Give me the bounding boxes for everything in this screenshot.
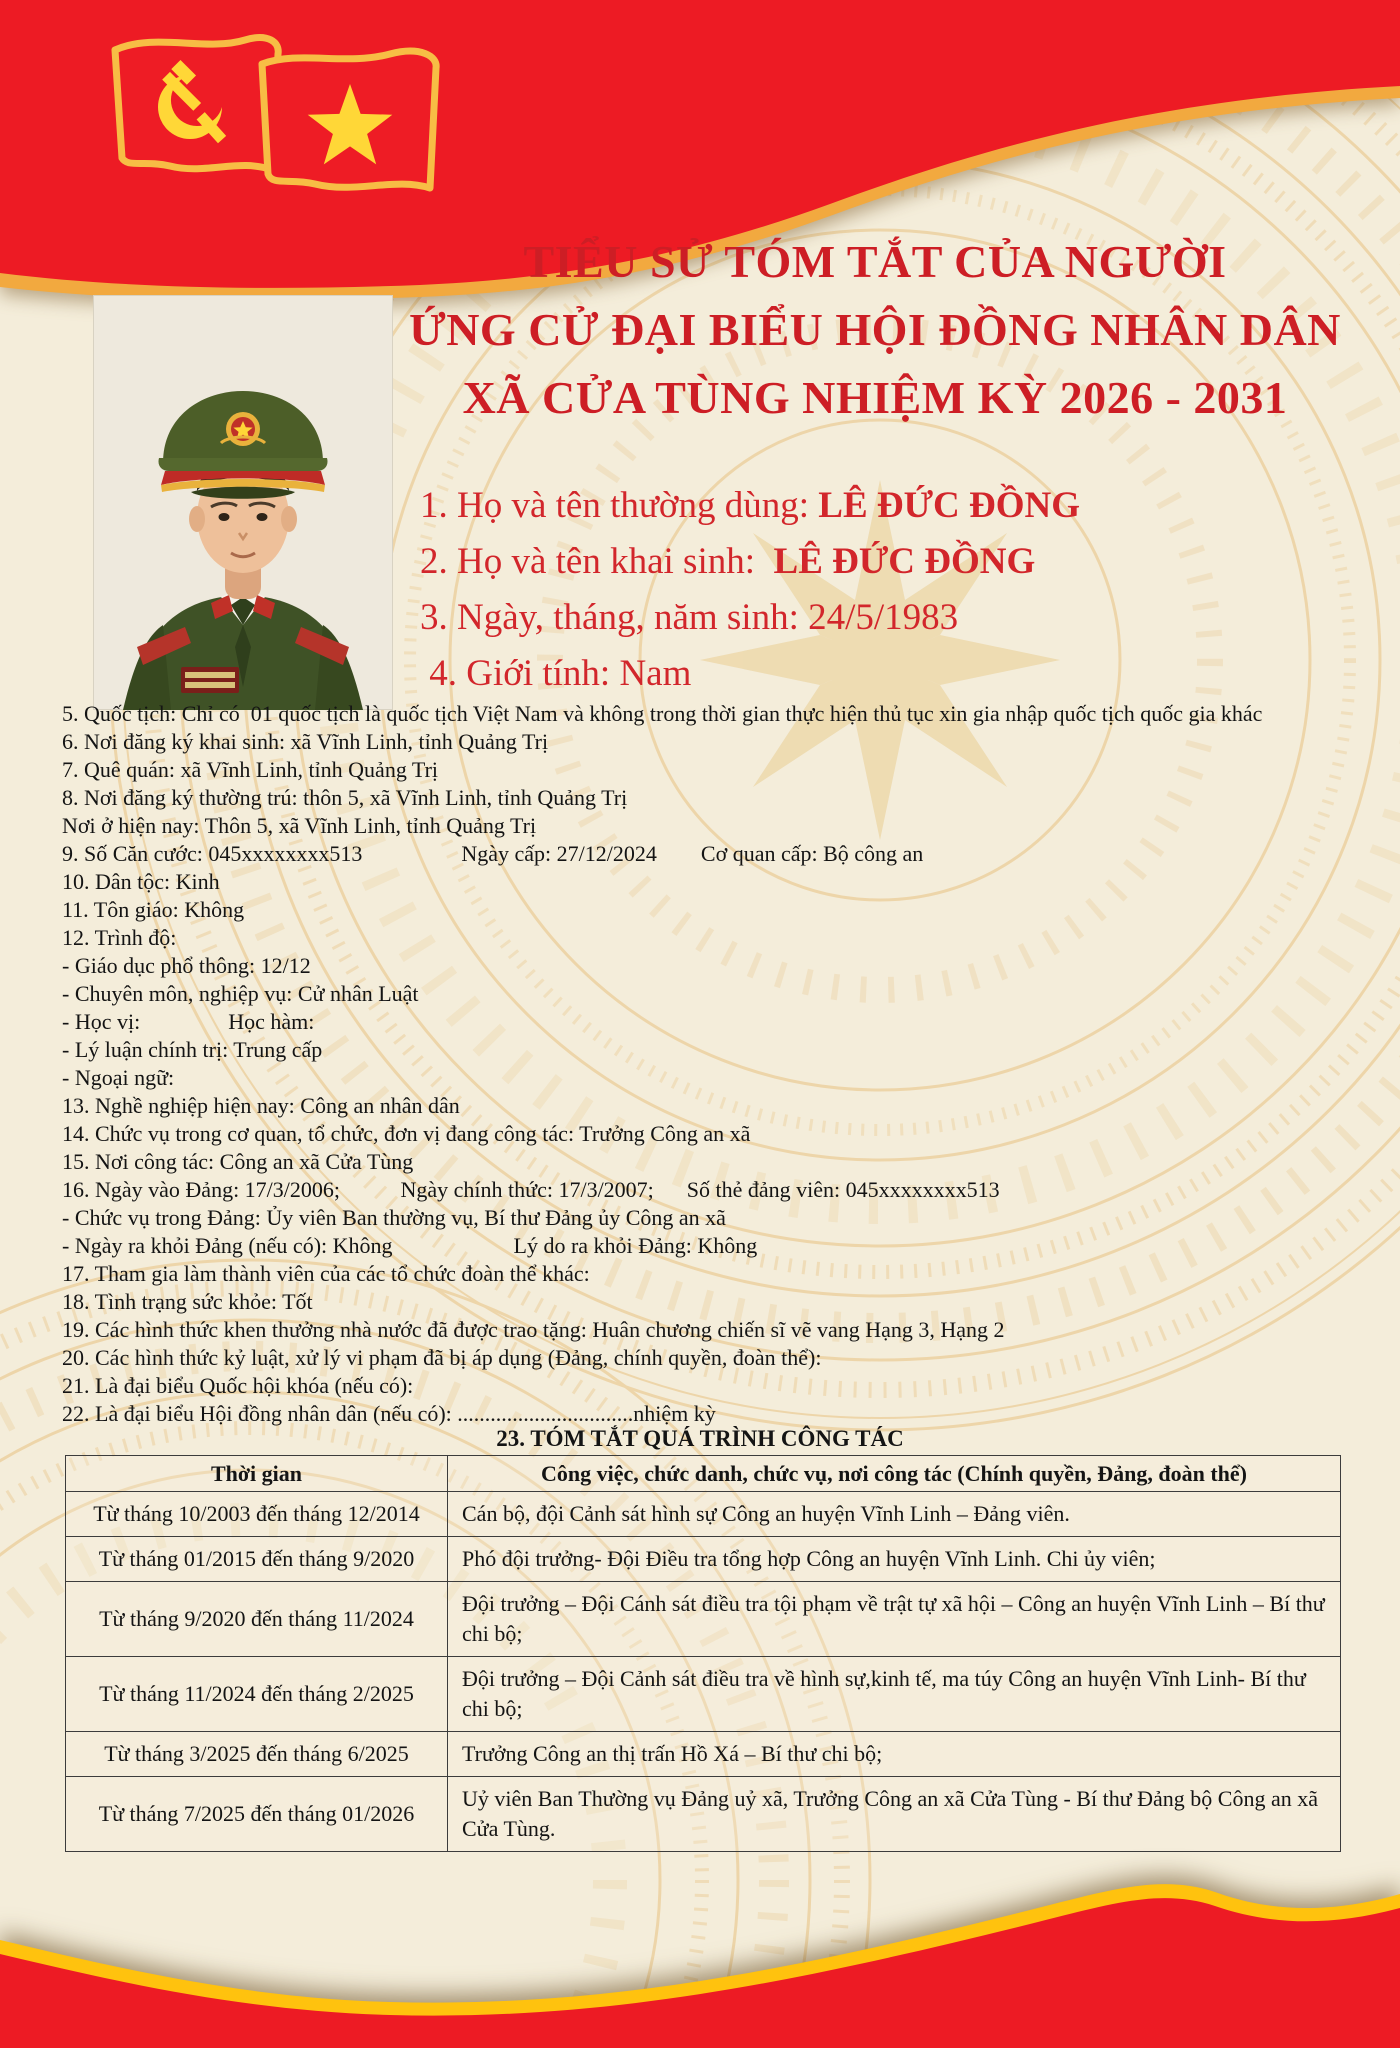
detail-line: 7. Quê quán: xã Vĩnh Linh, tỉnh Quảng Trị xyxy=(62,757,439,782)
detail-line: 5. Quốc tịch: Chỉ có 01 quốc tịch là quốc tịch Việt Nam và không trong thời gian thực hiện thủ tục xin gia nhập quốc tịch quốc gia khác xyxy=(62,701,1263,726)
career-row-work: Phó đội trưởng- Đội Điều tra tổng hợp Công an huyện Vĩnh Linh. Chi ủy viên; xyxy=(448,1537,1341,1582)
vietnam-flag-icon xyxy=(262,51,436,188)
detail-line: 9. Số Căn cước: 045xxxxxxxx513 Ngày cấp: 27/12/2024 Cơ quan cấp: Bộ công an xyxy=(62,841,924,866)
detail-line: - Ngoại ngữ: xyxy=(62,1065,175,1090)
detail-line: 15. Nơi công tác: Công an xã Cửa Tùng xyxy=(62,1149,414,1174)
detail-line: 6. Nơi đăng ký khai sinh: xã Vĩnh Linh, tỉnh Quảng Trị xyxy=(62,729,549,754)
detail-line: 17. Tham gia làm thành viên của các tổ chức đoàn thể khác: xyxy=(62,1261,590,1286)
party-flag-icon xyxy=(115,38,278,170)
career-table-body xyxy=(66,1492,1341,1852)
basic-info-line xyxy=(420,646,1080,702)
career-row-time: Từ tháng 10/2003 đến tháng 12/2014 xyxy=(66,1492,448,1537)
career-summary-heading: 23. TÓM TẮT QUÁ TRÌNH CÔNG TÁC xyxy=(496,1426,904,1451)
career-table-row xyxy=(66,1492,1341,1537)
detail-line: 14. Chức vụ trong cơ quan, tổ chức, đơn vị đang công tác: Trưởng Công an xã xyxy=(62,1121,751,1146)
career-row-work: Đội trưởng – Đội Cảnh sát điều tra về hình sự,kinh tế, ma túy Công an huyện Vĩnh Linh- Bí thư chi bộ; xyxy=(448,1657,1341,1732)
career-row-time: Từ tháng 7/2025 đến tháng 01/2026 xyxy=(66,1777,448,1852)
basic-info-label: 1. Họ và tên thường dùng: xyxy=(420,485,819,526)
basic-info-list xyxy=(420,478,1080,702)
career-row-time: Từ tháng 01/2015 đến tháng 9/2020 xyxy=(66,1537,448,1582)
detail-line: 21. Là đại biểu Quốc hội khóa (nếu có): xyxy=(62,1373,414,1398)
detail-line: - Chức vụ trong Đảng: Ủy viên Ban thường vụ, Bí thư Đảng ủy Công an xã xyxy=(62,1205,726,1230)
detail-line: 8. Nơi đăng ký thường trú: thôn 5, xã Vĩnh Linh, tỉnh Quảng Trị xyxy=(62,785,628,810)
career-row-work: Cán bộ, đội Cảnh sát hình sự Công an huyện Vĩnh Linh – Đảng viên. xyxy=(448,1492,1341,1537)
career-table-row xyxy=(66,1732,1341,1777)
basic-info-line xyxy=(420,478,1080,534)
career-table xyxy=(65,1455,1341,1852)
page-title xyxy=(400,228,1350,432)
career-table-header-work: Công việc, chức danh, chức vụ, nơi công tác (Chính quyền, Đảng, đoàn thể) xyxy=(448,1456,1341,1492)
wave-red-shape xyxy=(0,1898,1400,2048)
basic-info-value: Nam xyxy=(619,653,692,694)
basic-info-value: LÊ ĐỨC ĐỒNG xyxy=(818,485,1081,526)
career-row-time: Từ tháng 9/2020 đến tháng 11/2024 xyxy=(66,1582,448,1657)
basic-info-label: 4. Giới tính: xyxy=(420,653,620,694)
career-row-time: Từ tháng 3/2025 đến tháng 6/2025 xyxy=(66,1732,448,1777)
candidate-portrait-photo xyxy=(93,295,393,710)
detail-line: 13. Nghề nghiệp hiện nay: Công an nhân dân xyxy=(62,1093,460,1118)
bottom-red-wave xyxy=(0,1828,1400,2048)
career-table-row xyxy=(66,1657,1341,1732)
basic-info-value: 24/5/1983 xyxy=(808,597,959,638)
detail-line: 20. Các hình thức kỷ luật, xử lý vi phạm đã bị áp dụng (Đảng, chính quyền, đoàn thể): xyxy=(62,1345,822,1370)
detail-line: - Lý luận chính trị: Trung cấp xyxy=(62,1037,323,1062)
detail-line: - Học vị: Học hàm: xyxy=(62,1009,315,1034)
career-table-row xyxy=(66,1537,1341,1582)
detail-line: 12. Trình độ: xyxy=(62,925,177,950)
detail-line: 10. Dân tộc: Kinh xyxy=(62,869,220,894)
basic-info-label: 3. Ngày, tháng, năm sinh: xyxy=(420,597,809,638)
basic-info-value: LÊ ĐỨC ĐỒNG xyxy=(773,541,1036,582)
career-row-time: Từ tháng 11/2024 đến tháng 2/2025 xyxy=(66,1657,448,1732)
career-row-work: Trưởng Công an thị trấn Hồ Xá – Bí thư chi bộ; xyxy=(448,1732,1341,1777)
title-line-3: XÃ CỬA TÙNG NHIỆM KỲ 2026 - 2031 xyxy=(462,372,1288,423)
detail-line: 11. Tôn giáo: Không xyxy=(62,897,245,922)
title-line-1: TIỂU SỬ TÓM TẮT CỦA NGƯỜI xyxy=(523,236,1227,287)
detail-line: - Ngày ra khỏi Đảng (nếu có): Không Lý do ra khỏi Đảng: Không xyxy=(62,1233,758,1258)
detail-line: - Giáo dục phổ thông: 12/12 xyxy=(62,953,311,978)
career-table-header-time: Thời gian xyxy=(66,1456,448,1492)
basic-info-line xyxy=(420,590,1080,646)
detail-line: 19. Các hình thức khen thưởng nhà nước đã được trao tặng: Huân chương chiến sĩ vẽ vang Hạng 3, Hạng 2 xyxy=(62,1317,1005,1342)
detail-line: Nơi ở hiện nay: Thôn 5, xã Vĩnh Linh, tỉnh Quảng Trị xyxy=(62,813,537,838)
career-table-header-row xyxy=(66,1456,1341,1492)
detail-line: - Chuyên môn, nghiệp vụ: Cử nhân Luật xyxy=(62,981,419,1006)
detail-line: 16. Ngày vào Đảng: 17/3/2006; Ngày chính thức: 17/3/2007; Số thẻ đảng viên: 045xxxxxxxx513 xyxy=(62,1177,1000,1202)
basic-info-label: 2. Họ và tên khai sinh: xyxy=(420,541,774,582)
detail-line: 22. Là đại biểu Hội đồng nhân dân (nếu có): ................................nhiệm kỳ xyxy=(62,1401,716,1426)
title-line-2: ỨNG CỬ ĐẠI BIỂU HỘI ĐỒNG NHÂN DÂN xyxy=(409,304,1341,355)
career-row-work: Uỷ viên Ban Thường vụ Đảng uỷ xã, Trưởng Công an xã Cửa Tùng - Bí thư Đảng bộ Công an xã Cửa Tùng. xyxy=(448,1777,1341,1852)
detail-line: 18. Tình trạng sức khỏe: Tốt xyxy=(62,1289,313,1314)
career-table-row xyxy=(66,1582,1341,1657)
career-row-work: Đội trưởng – Đội Cánh sát điều tra tội phạm về trật tự xã hội – Công an huyện Vĩnh Linh – Bí thư chi bộ; xyxy=(448,1582,1341,1657)
basic-info-line xyxy=(420,534,1080,590)
details-list xyxy=(62,700,1354,1428)
